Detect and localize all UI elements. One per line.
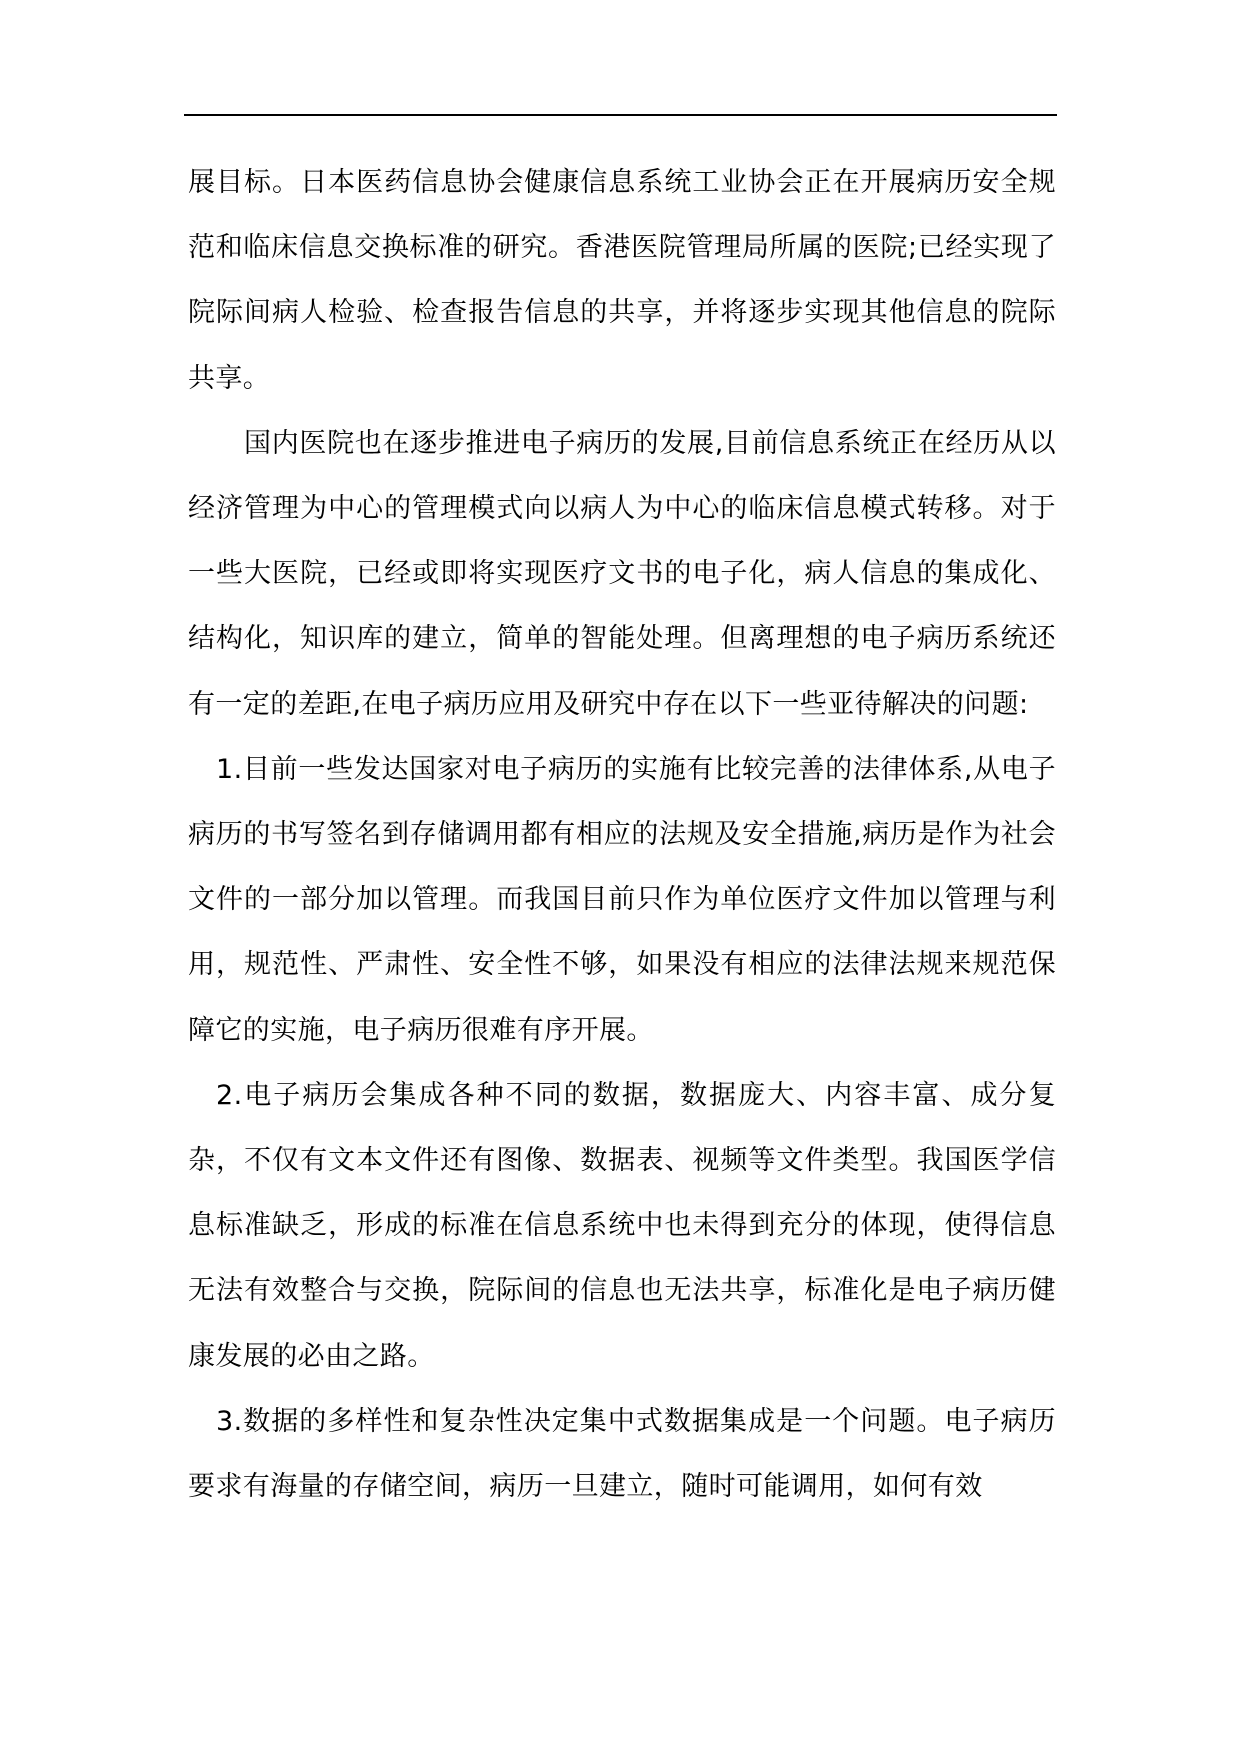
body-text — [188, 150, 1056, 1519]
list-item-1-legal-system: 1.目前一些发达国家对电子病历的实施有比较完善的法律体系,从电子病历的书写签名到存储调用都有相应的法规及安全措施,病历是作为社会文件的一部分加以管理。而我国目前只作为单位医疗文件加以管理与利用，规范性、严肃性、安全性不够，如果没有相应的法律法规来规范保障它的实施，电子病历很难有序开展。 — [188, 753, 1056, 1046]
paragraph-domestic-hospitals: 国内医院也在逐步推进电子病历的发展,目前信息系统正在经历从以经济管理为中心的管理模式向以病人为中心的临床信息模式转移。对于一些大医院，已经或即将实现医疗文书的电子化，病人信息的集成化、结构化，知识库的建立，简单的智能处理。但离理想的电子病历系统还有一定的差距,在电子病历应用及研究中存在以下一些亚待解决的问题: — [188, 427, 1056, 720]
list-item-2-data-standards: 2.电子病历会集成各种不同的数据，数据庞大、内容丰富、成分复杂，不仅有文本文件还有图像、数据表、视频等文件类型。我国医学信息标准缺乏，形成的标准在信息系统中也未得到充分的体现，使得信息无法有效整合与交换，院际间的信息也无法共享，标准化是电子病历健康发展的必由之路。 — [188, 1079, 1056, 1372]
list-item-3-data-integration: 3.数据的多样性和复杂性决定集中式数据集成是一个问题。电子病历要求有海量的存储空间，病历一旦建立，随时可能调用，如何有效 — [188, 1405, 1056, 1503]
header-rule — [184, 114, 1057, 116]
paragraph-continuation: 展目标。日本医药信息协会健康信息系统工业协会正在开展病历安全规范和临床信息交换标准的研究。香港医院管理局所属的医院;已经实现了院际间病人检验、检查报告信息的共享，并将逐步实现其他信息的院际共享。 — [188, 167, 1056, 394]
